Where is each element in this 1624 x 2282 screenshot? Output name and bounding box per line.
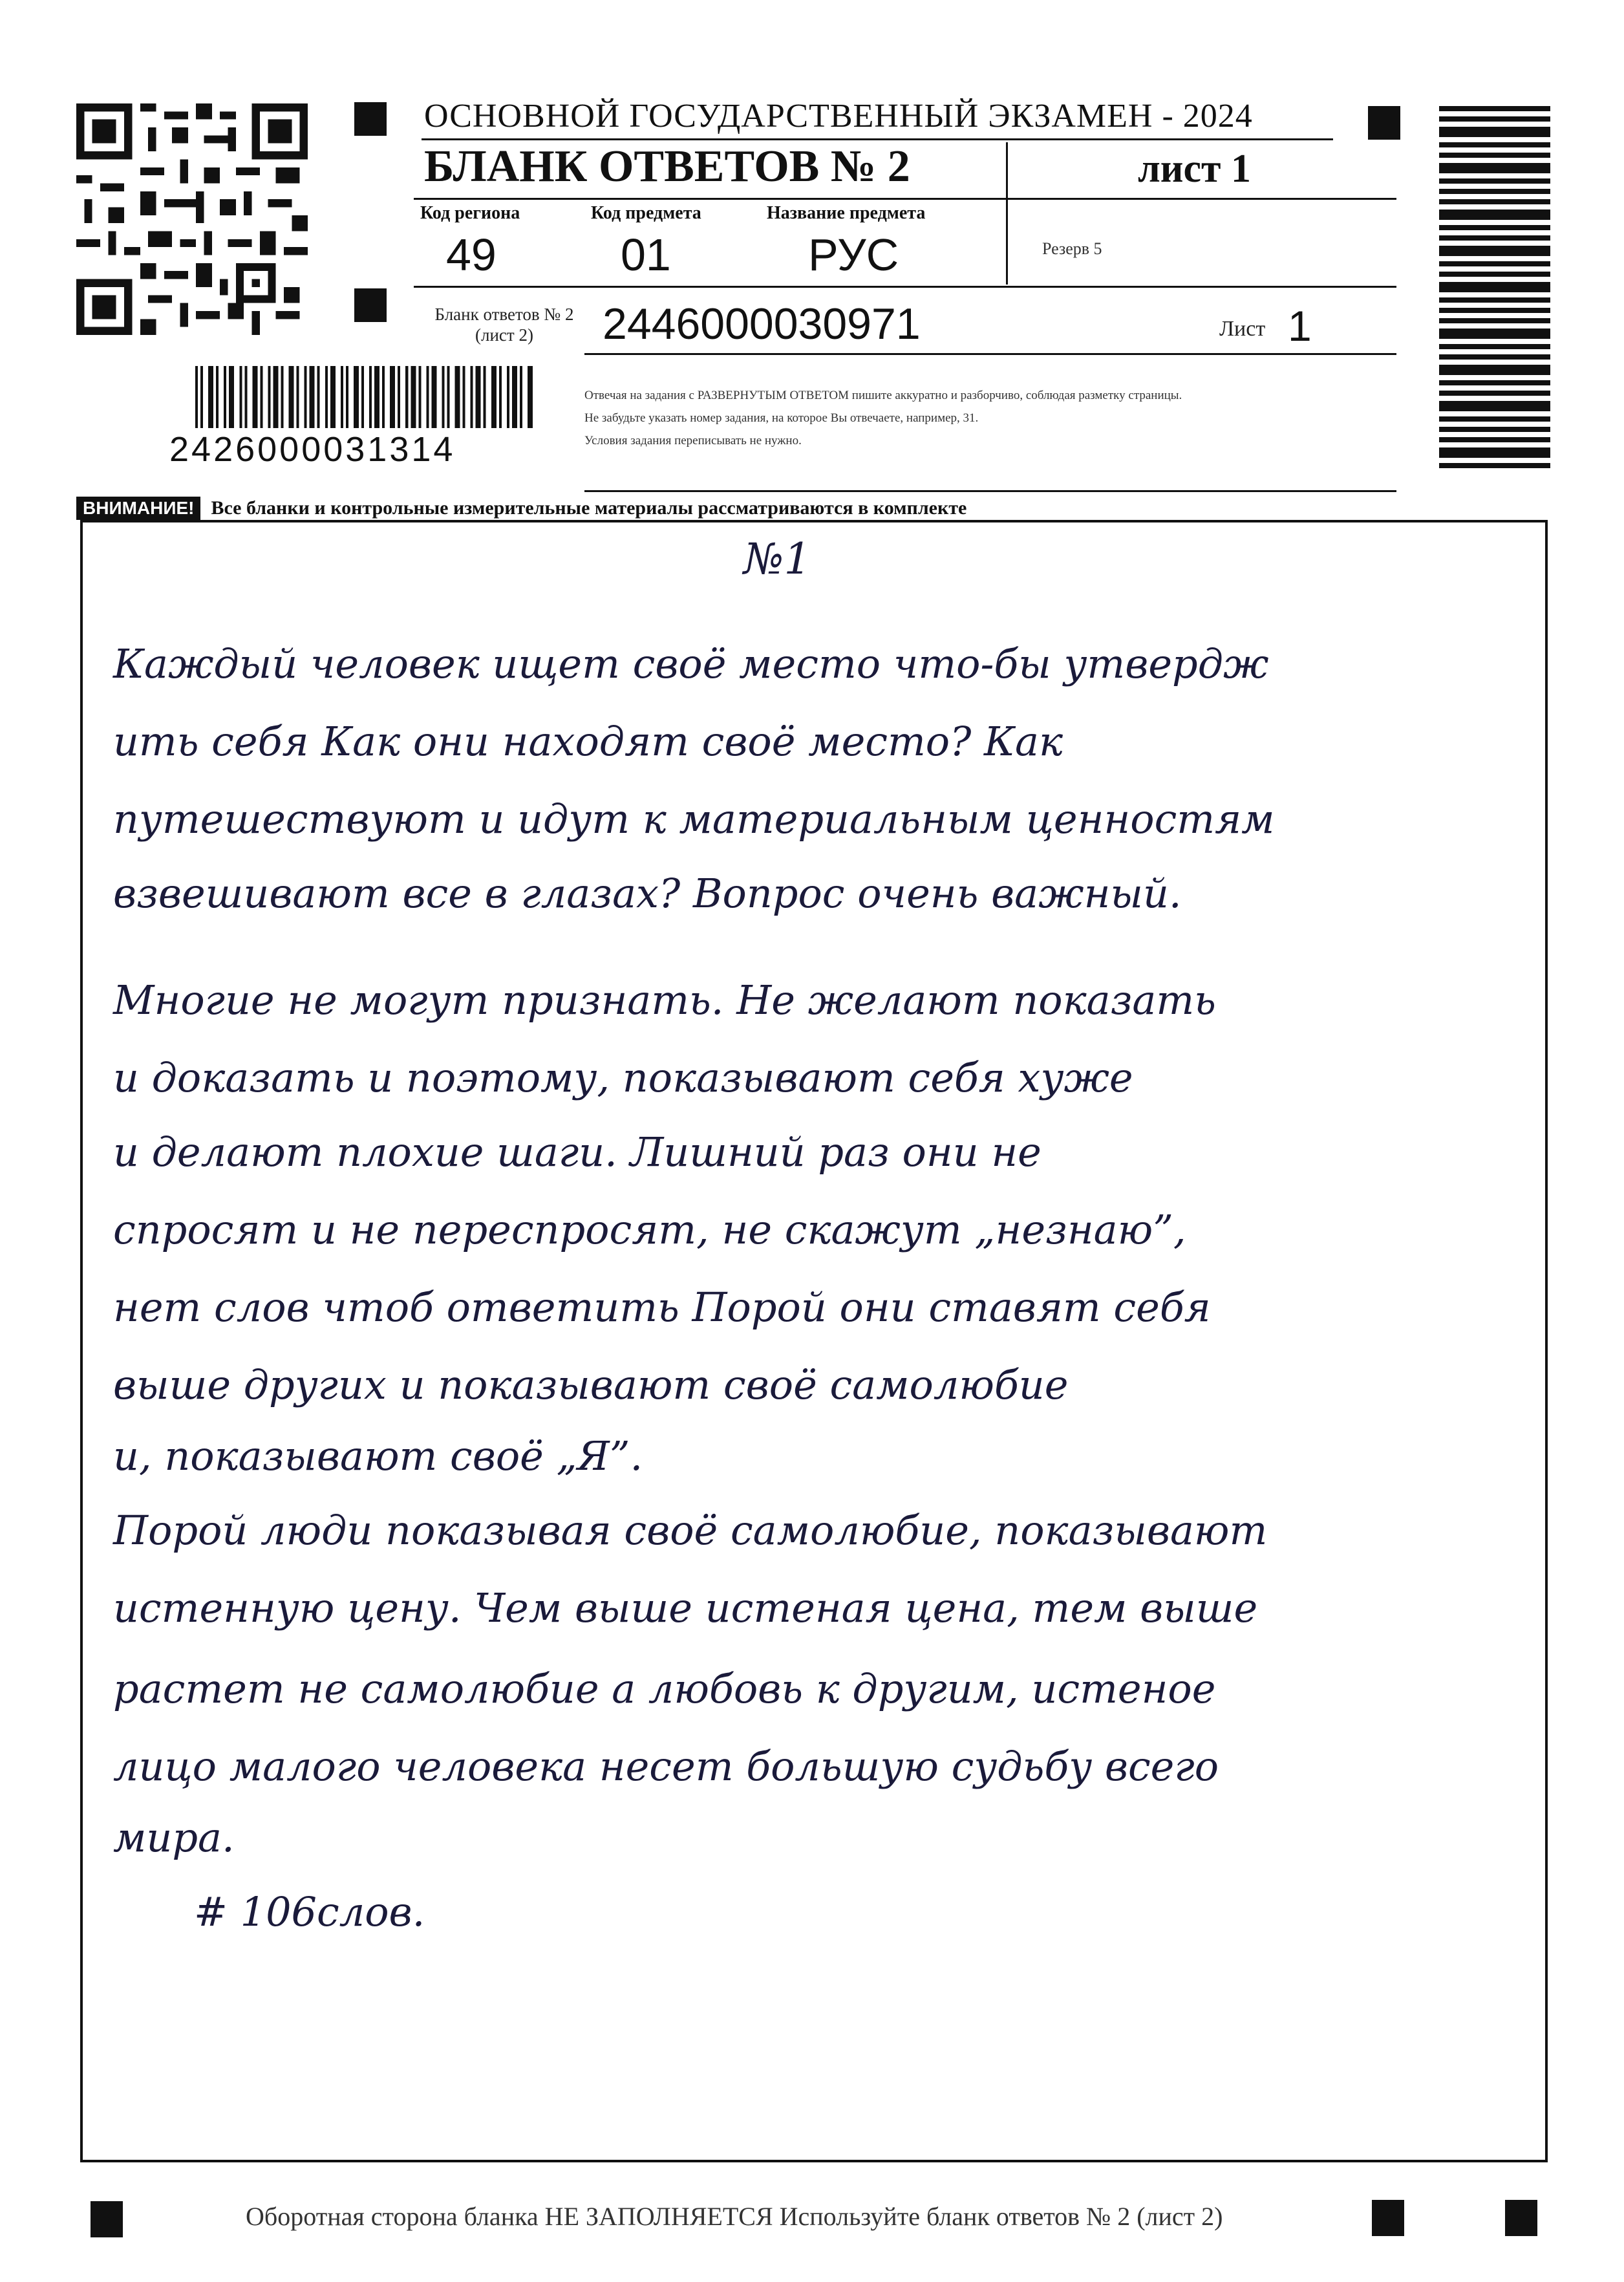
answer-line: нет слов чтоб ответить Порой они ставят себя bbox=[113, 1284, 1211, 1331]
answer-line: и доказать и поэтому, показывают себя хуже bbox=[113, 1054, 1133, 1101]
subject-code-label: Код предмета bbox=[591, 203, 701, 223]
blank-rule bbox=[584, 353, 1396, 355]
subject-code: 01 bbox=[621, 230, 671, 280]
form-name: БЛАНК ОТВЕТОВ № 2 bbox=[424, 142, 910, 191]
registration-mark bbox=[1372, 2200, 1404, 2236]
answer-line: лицо малого человека несет большую судьбу всего bbox=[113, 1743, 1219, 1790]
answer-line: и делают плохие шаги. Лишний раз они не bbox=[113, 1128, 1042, 1176]
answer-line: мира. bbox=[113, 1814, 235, 1861]
registration-mark bbox=[91, 2201, 123, 2237]
answer-word-count: # 106слов. bbox=[194, 1888, 425, 1935]
instructions bbox=[584, 384, 1405, 452]
registration-mark bbox=[354, 102, 387, 136]
answer-line: истенную цену. Чем выше истеная цена, тем выше bbox=[113, 1584, 1258, 1631]
codes-rule bbox=[414, 286, 1396, 288]
instructions-rule bbox=[584, 490, 1396, 492]
instruction-line: Отвечая на задания с РАЗВЕРНУТЫМ ОТВЕТОМ пишите аккуратно и разборчиво, соблюдая разметку страницы. bbox=[584, 389, 1182, 402]
header-divider bbox=[1006, 142, 1008, 285]
instruction-line: Не забудьте указать номер задания, на которое Вы отвечаете, например, 31. bbox=[584, 411, 979, 425]
qr-code bbox=[76, 103, 308, 335]
instruction-line: Условия задания переписывать не нужно. bbox=[584, 434, 802, 447]
region-code-label: Код региона bbox=[420, 203, 520, 223]
barcode-number: 2426000031314 bbox=[169, 430, 456, 469]
attention-text: Все бланки и контрольные измерительные материалы рассматриваются в комплекте bbox=[211, 497, 967, 519]
answer-line: путешествуют и идут к материальным ценностям bbox=[113, 795, 1275, 843]
registration-mark bbox=[1505, 2200, 1537, 2236]
barcode bbox=[195, 366, 533, 428]
reserve-label: Резерв 5 bbox=[1042, 239, 1102, 258]
blank-label: Бланк ответов № 2 (лист 2) bbox=[434, 305, 574, 345]
header-rule bbox=[414, 198, 1396, 200]
answer-line: Многие не могут признать. Не желают показать bbox=[113, 976, 1216, 1024]
attention-row bbox=[76, 497, 967, 520]
list-number: 1 bbox=[1288, 302, 1312, 350]
attention-badge: ВНИМАНИЕ! bbox=[76, 497, 200, 520]
footer-note: Оборотная сторона бланка НЕ ЗАПОЛНЯЕТСЯ Используйте бланк ответов № 2 (лист 2) bbox=[246, 2202, 1223, 2231]
subject-name: РУС bbox=[808, 230, 899, 280]
answer-line: Каждый человек ищет своё место что-бы утвердж bbox=[113, 640, 1269, 687]
sheet-label: лист 1 bbox=[1138, 147, 1251, 191]
answer-line: взвешивают все в глазах? Вопрос очень важный. bbox=[113, 870, 1182, 917]
list-label: Лист bbox=[1219, 317, 1266, 341]
title-rule bbox=[422, 138, 1333, 140]
answer-line: и, показывают своё „Я”. bbox=[113, 1432, 643, 1480]
blank-number: 2446000030971 bbox=[603, 299, 921, 349]
answer-line: выше других и показывают своё самолюбие bbox=[113, 1361, 1069, 1408]
registration-mark bbox=[1368, 106, 1400, 140]
subject-name-label: Название предмета bbox=[767, 203, 926, 223]
task-number: №1 bbox=[743, 534, 811, 584]
registration-mark bbox=[354, 288, 387, 322]
answer-line: спросят и не переспросят, не скажут „незнаю”, bbox=[113, 1206, 1186, 1253]
region-code: 49 bbox=[446, 230, 497, 280]
answer-line: ить себя Как они находят своё место? Как bbox=[113, 718, 1063, 765]
side-barcode bbox=[1439, 106, 1550, 468]
answer-line: растет не самолюбие а любовь к другим, истеное bbox=[113, 1665, 1216, 1712]
exam-title: ОСНОВНОЙ ГОСУДАРСТВЕННЫЙ ЭКЗАМЕН - 2024 bbox=[424, 98, 1253, 135]
answer-line: Порой люди показывая своё самолюбие, показывают bbox=[113, 1507, 1268, 1554]
